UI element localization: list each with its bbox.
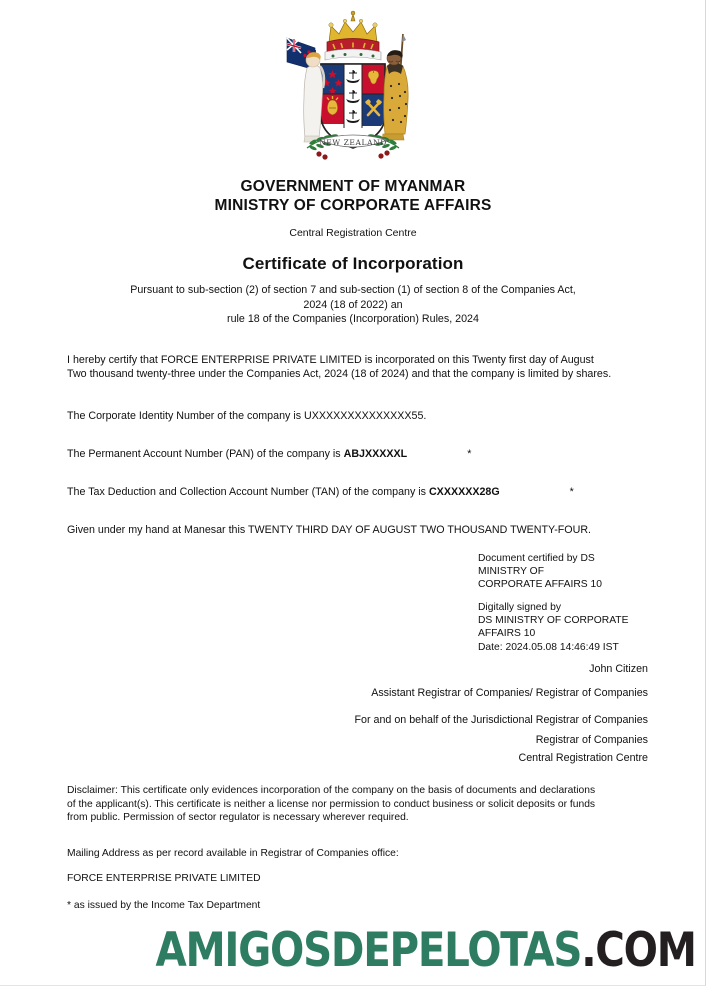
pan-value: ABJXXXXXL <box>343 448 408 460</box>
signatory-name: John Citizen <box>589 663 648 675</box>
mailing-address-heading: Mailing Address as per record available in Registrar of Companies office: <box>67 848 399 859</box>
cin-label: The Corporate Identity Number of the company is <box>67 410 305 422</box>
mailing-address-company: FORCE ENTERPRISE PRIVATE LIMITED <box>67 873 261 884</box>
pan-statement <box>67 448 637 462</box>
government-line-2: MINISTRY OF CORPORATE AFFAIRS <box>214 196 492 214</box>
disclaimer <box>67 784 637 825</box>
registrar-office-line: Central Registration Centre <box>518 752 648 764</box>
watermark-primary: AMIGOSDEPELOTAS <box>155 923 582 978</box>
certification-statement <box>67 354 637 382</box>
disclaimer-line-2: of the applicant(s). This certificate is neither a license nor permission to conduct business or solicit deposits or funds <box>67 798 596 810</box>
pan-asterisk: * <box>467 448 472 460</box>
digital-signature-date: Date: 2024.05.08 14:46:49 IST <box>478 641 619 653</box>
registrar-line: Registrar of Companies <box>535 734 648 746</box>
cin-value: UXXXXXXXXXXXXXX55. <box>304 410 427 422</box>
government-line-1: GOVERNMENT OF MYANMAR <box>240 178 466 195</box>
pursuant-line-1: Pursuant to sub-section (2) of section 7 and sub-section (1) of section 8 of the Companies Act, <box>130 284 576 296</box>
pan-label: The Permanent Account Number (PAN) of the company is <box>67 448 344 460</box>
cin-statement <box>67 410 637 424</box>
page-gutter <box>706 0 720 1000</box>
new-zealand-coat-of-arms-icon <box>263 8 443 166</box>
watermark-suffix: .COM <box>581 923 696 978</box>
government-title <box>0 178 706 215</box>
certified-line-3: CORPORATE AFFAIRS 10 <box>478 579 602 591</box>
document-certified-block <box>478 552 698 592</box>
watermark <box>99 925 706 977</box>
coat-of-arms-emblem-container <box>0 8 706 171</box>
tan-label: The Tax Deduction and Collection Account Number (TAN) of the company is <box>67 486 429 498</box>
tan-value: CXXXXXX28G <box>428 486 500 498</box>
digital-line-1: Digitally signed by <box>478 602 561 613</box>
certify-line-2: Two thousand twenty-three under the Companies Act, 2024 (18 of 2024) and that the company is limited by shares. <box>67 367 612 380</box>
pursuant-line-2: 2024 (18 of 2022) an <box>303 298 403 311</box>
certified-line-2: MINISTRY OF <box>478 566 544 578</box>
signatory-role: Assistant Registrar of Companies/ Registrar of Companies <box>371 687 648 699</box>
svg-text:NEW ZEALAND: NEW ZEALAND <box>319 138 387 147</box>
page-title: Certificate of Incorporation <box>242 254 464 273</box>
disclaimer-line-1: Disclaimer: This certificate only evidences incorporation of the company on the basis of documents and declarations <box>67 785 596 796</box>
certify-line-1: I hereby certify that FORCE ENTERPRISE PRIVATE LIMITED is incorporated on this Twenty first day of August <box>67 354 594 366</box>
tan-statement <box>67 486 637 500</box>
pursuant-clause <box>88 283 618 327</box>
certified-line-1: Document certified by DS <box>478 553 595 564</box>
disclaimer-line-3: from public. Permission of sector regulator is necessary wherever required. <box>67 812 409 824</box>
asterisk-note: * as issued by the Income Tax Department <box>67 900 261 911</box>
digital-line-2: DS MINISTRY OF CORPORATE <box>478 615 629 627</box>
tan-asterisk: * <box>569 486 574 498</box>
given-under-hand-statement: Given under my hand at Manesar this TWENTY THIRD DAY OF AUGUST TWO THOUSAND TWENTY-FOUR. <box>67 524 592 536</box>
issuing-office-subtitle: Central Registration Centre <box>289 227 417 239</box>
digital-signature-block <box>478 601 698 654</box>
pursuant-line-3: rule 18 of the Companies (Incorporation) Rules, 2024 <box>227 313 479 326</box>
digital-line-3: AFFAIRS 10 <box>478 628 536 640</box>
on-behalf-line: For and on behalf of the Jurisdictional Registrar of Companies <box>354 714 648 726</box>
